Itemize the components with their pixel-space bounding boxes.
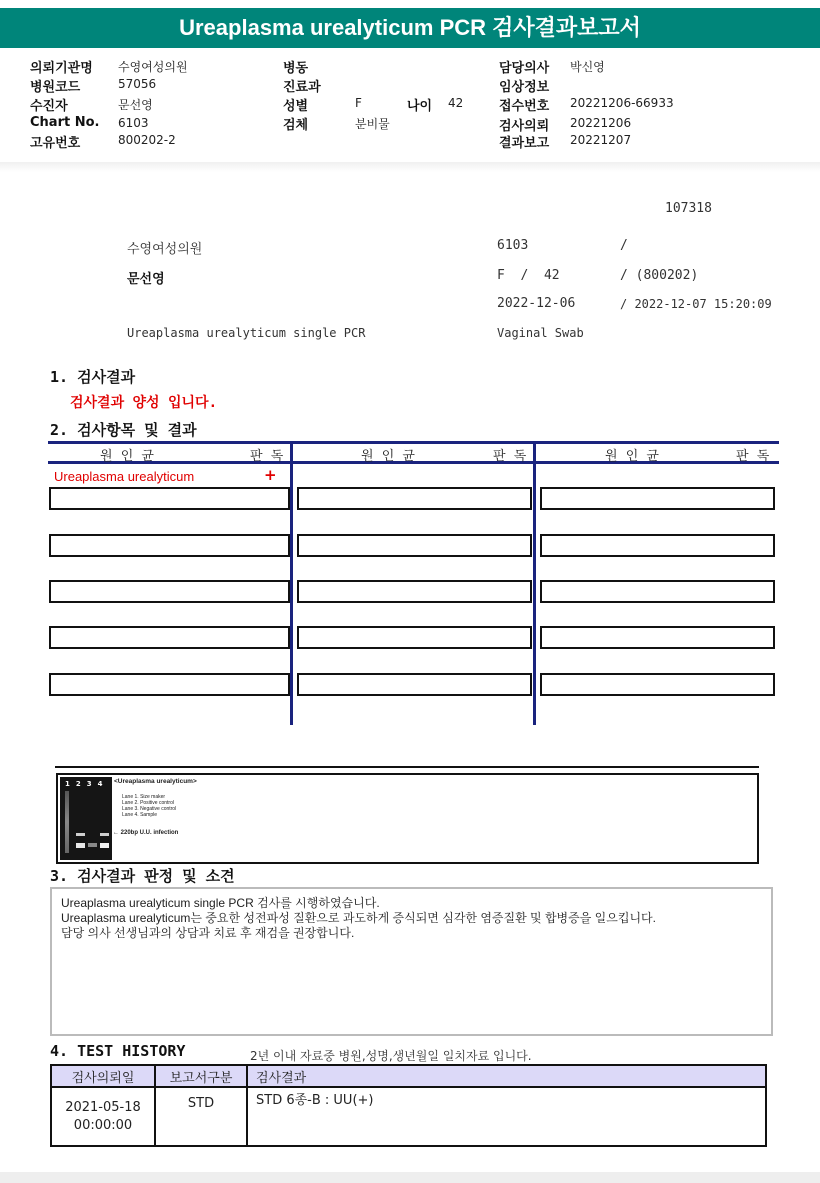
gel-legend-4: Lane 4. Sample — [122, 812, 158, 818]
gel-top-rule — [55, 766, 759, 768]
result-box — [297, 534, 532, 557]
col-read-2: 판 독 — [493, 449, 529, 464]
label-ward: 병동 — [283, 61, 309, 76]
gel-lane-2: 2 — [75, 780, 81, 788]
table-row — [51, 1087, 766, 1146]
summary-id: / (800202) — [620, 268, 699, 283]
label-unique-no: 고유번호 — [30, 136, 81, 151]
label-receipt-no: 접수번호 — [499, 99, 550, 114]
gel-band-label: 220bp U.U. infection — [120, 830, 179, 836]
summary-report-datetime: / 2022-12-07 15:20:09 — [620, 297, 772, 311]
footer-bar — [0, 1172, 820, 1183]
history-note: 2년 이내 자료중 병원,성명,생년월일 일치자료 입니다. — [250, 1049, 532, 1063]
section3-title: 3. 검사결과 판정 및 소견 — [50, 867, 235, 885]
result-box — [49, 487, 290, 510]
value-receipt-no: 20221206-66933 — [570, 96, 674, 110]
result-box — [540, 673, 775, 696]
result-box — [297, 673, 532, 696]
report-title: Ureaplasma urealyticum PCR 검사결과보고서 — [0, 8, 820, 48]
gel-heading: <Ureaplasma urealyticum> — [114, 778, 197, 785]
opinion-line-3: 담당 의사 선생님과의 상담과 치료 후 재검을 권장합니다. — [61, 926, 355, 940]
value-clinic: 수영여성의원 — [118, 60, 188, 74]
result-box — [540, 487, 775, 510]
gel-band-sample-primer — [100, 843, 109, 848]
history-header-row — [51, 1065, 766, 1087]
summary-patient: 문선영 — [127, 272, 165, 287]
summary-sex-age: F / 42 — [497, 268, 560, 283]
value-hospital-code: 57056 — [118, 77, 157, 91]
gel-band-positive-primer — [76, 843, 85, 848]
label-hospital-code: 병원코드 — [30, 80, 81, 95]
col-read-1: 판 독 — [250, 449, 286, 464]
gel-legend-3: Lane 3. Negative control — [122, 806, 177, 812]
gel-band-positive — [76, 833, 85, 836]
history-date: 2021-05-18 — [65, 1099, 141, 1115]
pathogen-result: + — [264, 466, 277, 484]
value-specimen: 분비물 — [355, 117, 390, 131]
history-result: STD 6종-B : UU(+) — [247, 1087, 766, 1146]
label-sex: 성별 — [283, 99, 309, 114]
history-table — [50, 1064, 767, 1147]
gel-legend-1: Lane 1. Size maker — [122, 794, 166, 800]
summary-chart: 6103 — [497, 238, 529, 253]
gel-lane-numbers — [65, 780, 113, 788]
value-patient: 문선영 — [118, 98, 153, 112]
grid-divider-1 — [290, 441, 293, 725]
label-age: 나이 — [407, 99, 433, 114]
value-chart-no: 6103 — [118, 116, 149, 130]
gel-image — [60, 777, 112, 860]
history-time: 00:00:00 — [73, 1117, 133, 1133]
result-box — [297, 626, 532, 649]
value-unique-no: 800202-2 — [118, 133, 176, 147]
section4-title: 4. TEST HISTORY — [50, 1042, 186, 1060]
label-doctor: 담당의사 — [499, 61, 550, 76]
summary-test-name: Ureaplasma urealyticum single PCR — [127, 326, 366, 340]
section1-title: 1. 검사결과 — [50, 368, 136, 386]
result-box — [540, 626, 775, 649]
label-chart-no: Chart No. — [30, 115, 100, 130]
value-report-date: 20221207 — [570, 133, 632, 147]
grid-divider-2 — [533, 441, 536, 725]
col-read-3: 판 독 — [736, 449, 772, 464]
label-specimen: 검체 — [283, 118, 309, 133]
col-pathogen-3: 원 인 균 — [605, 449, 661, 464]
result-box — [540, 580, 775, 603]
label-clinic: 의뢰기관명 — [30, 61, 93, 76]
summary-code: 107318 — [665, 201, 712, 216]
header-divider — [0, 162, 820, 172]
summary-request-date: 2022-12-06 — [497, 296, 576, 311]
result-box — [49, 580, 290, 603]
summary-specimen: Vaginal Swab — [497, 326, 584, 340]
value-doctor: 박신영 — [570, 60, 605, 74]
gel-band-annotation — [113, 830, 178, 836]
result-box — [49, 626, 290, 649]
opinion-box — [50, 887, 773, 1036]
gel-lane-3: 3 — [86, 780, 92, 788]
value-age: 42 — [448, 96, 464, 110]
grid-top-rule — [48, 441, 779, 444]
history-col-result: 검사결과 — [247, 1065, 766, 1087]
history-col-date: 검사의뢰일 — [51, 1065, 155, 1087]
col-pathogen-1: 원 인 균 — [100, 449, 156, 464]
col-pathogen-2: 원 인 균 — [361, 449, 417, 464]
patient-header — [0, 50, 820, 168]
value-request-date: 20221206 — [570, 116, 632, 130]
label-patient: 수진자 — [30, 99, 68, 114]
result-positive: 검사결과 양성 입니다. — [70, 395, 218, 411]
pathogen-name: Ureaplasma urealyticum — [54, 469, 195, 484]
opinion-line-1: Ureaplasma urealyticum single PCR 검사를 시행하였습니다. — [61, 896, 380, 910]
summary-slash: / — [620, 238, 628, 253]
gel-lane-4: 4 — [97, 780, 103, 788]
label-clinical-info: 임상정보 — [499, 80, 550, 95]
result-box — [540, 534, 775, 557]
value-sex: F — [355, 96, 362, 110]
history-date-cell — [51, 1087, 155, 1146]
result-box — [49, 534, 290, 557]
result-box — [297, 580, 532, 603]
section2-title: 2. 검사항목 및 결과 — [50, 421, 197, 439]
result-box — [49, 673, 290, 696]
arrow-left-icon: ← — [113, 830, 119, 836]
gel-band-sample — [100, 833, 109, 836]
gel-legend — [122, 794, 176, 818]
gel-lane-1: 1 — [65, 780, 70, 788]
result-box — [297, 487, 532, 510]
gel-legend-2: Lane 2. Positive control — [122, 800, 174, 806]
label-request-date: 검사의뢰 — [499, 119, 550, 134]
gel-panel — [56, 773, 759, 864]
history-col-type: 보고서구분 — [155, 1065, 247, 1087]
history-type: STD — [155, 1087, 247, 1146]
label-report-date: 결과보고 — [499, 136, 550, 151]
label-dept: 진료과 — [283, 80, 321, 95]
gel-band-negative — [88, 843, 97, 847]
summary-clinic: 수영여성의원 — [127, 242, 203, 257]
gel-ladder — [65, 791, 69, 853]
opinion-line-2: Ureaplasma urealyticum는 중요한 성전파성 질환으로 과도하게 증식되면 심각한 염증질환 및 합병증을 일으킵니다. — [61, 911, 656, 925]
